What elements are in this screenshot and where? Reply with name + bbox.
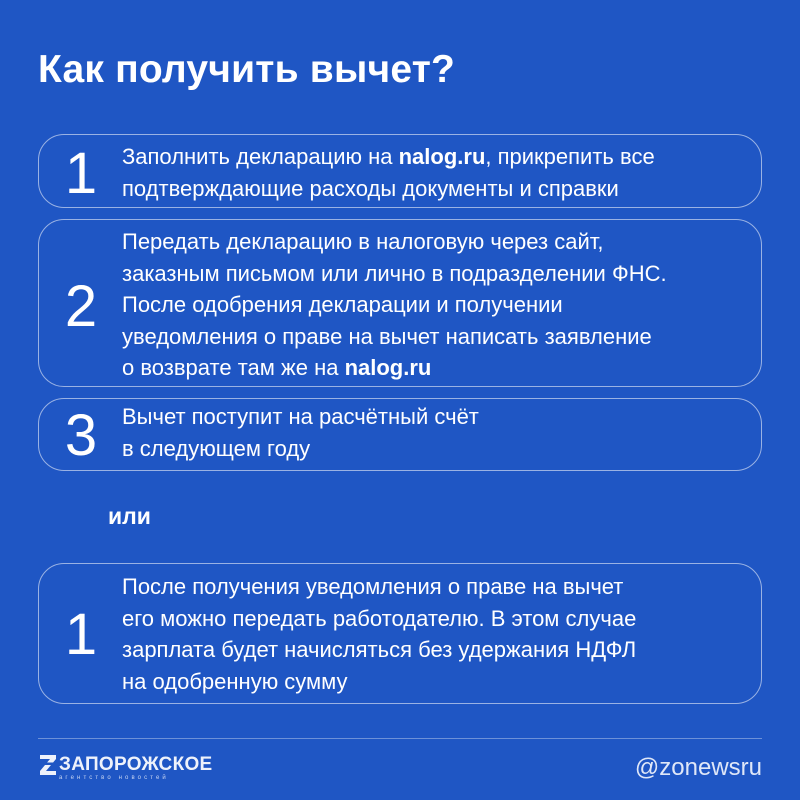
social-handle[interactable]: @zonewsru — [634, 754, 762, 781]
text-segment: , прикрепить все — [485, 144, 655, 169]
text-segment: Передать декларацию в налоговую через сайт, — [122, 229, 604, 254]
text-segment: его можно передать работодателю. В этом случае — [122, 605, 637, 631]
logo-z-icon — [38, 754, 58, 780]
or-separator: или — [108, 503, 151, 529]
text-line — [122, 141, 751, 173]
text-segment: на одобренную сумму — [122, 668, 348, 694]
logo-subtitle: агентство новостей — [59, 775, 169, 781]
step-number: 3 — [64, 403, 98, 468]
site-link-text: nalog.ru — [344, 355, 432, 380]
step-number: 2 — [64, 274, 98, 339]
text-segment: Заполнить декларацию на — [122, 144, 399, 169]
brand-logo — [38, 752, 238, 784]
step-number: 1 — [64, 141, 98, 206]
step-text — [122, 141, 751, 204]
footer-divider — [38, 738, 762, 739]
text-line — [122, 352, 751, 384]
step-text — [122, 571, 751, 697]
text-segment: подтверждающие расходы документы и справки — [122, 175, 619, 201]
text-segment: Вычет поступит на расчётный счёт — [122, 404, 479, 429]
text-segment: зарплата будет начисляться без удержания НДФЛ — [122, 637, 637, 662]
text-segment: После одобрения декларации и получении — [122, 292, 563, 317]
step-card-3 — [38, 398, 762, 471]
text-line — [122, 401, 751, 433]
alternative-card — [38, 563, 762, 704]
text-line — [122, 173, 751, 205]
step-text — [122, 226, 751, 384]
page-title: Как получить вычет? — [38, 48, 456, 91]
text-line — [122, 433, 751, 465]
step-card-1 — [38, 134, 762, 208]
text-line — [122, 226, 751, 258]
text-segment: После получения уведомления о праве на вычет — [122, 574, 624, 599]
text-line — [122, 289, 751, 321]
text-segment: заказным письмом или лично в подразделении ФНС. — [122, 260, 667, 286]
text-segment: о возврате там же на — [122, 355, 345, 380]
step-text — [122, 401, 751, 464]
text-segment: уведомления о праве на вычет написать заявление — [122, 323, 652, 349]
text-line — [122, 634, 751, 666]
step-number: 1 — [64, 602, 98, 667]
logo-name: ЗАПОРОЖСКОЕ — [59, 754, 213, 775]
text-line — [122, 603, 751, 635]
site-link-text: nalog.ru — [398, 144, 486, 169]
text-segment: в следующем году — [122, 435, 311, 461]
text-line — [122, 666, 751, 698]
text-line — [122, 571, 751, 603]
text-line — [122, 321, 751, 353]
text-line — [122, 258, 751, 290]
step-card-2 — [38, 219, 762, 387]
